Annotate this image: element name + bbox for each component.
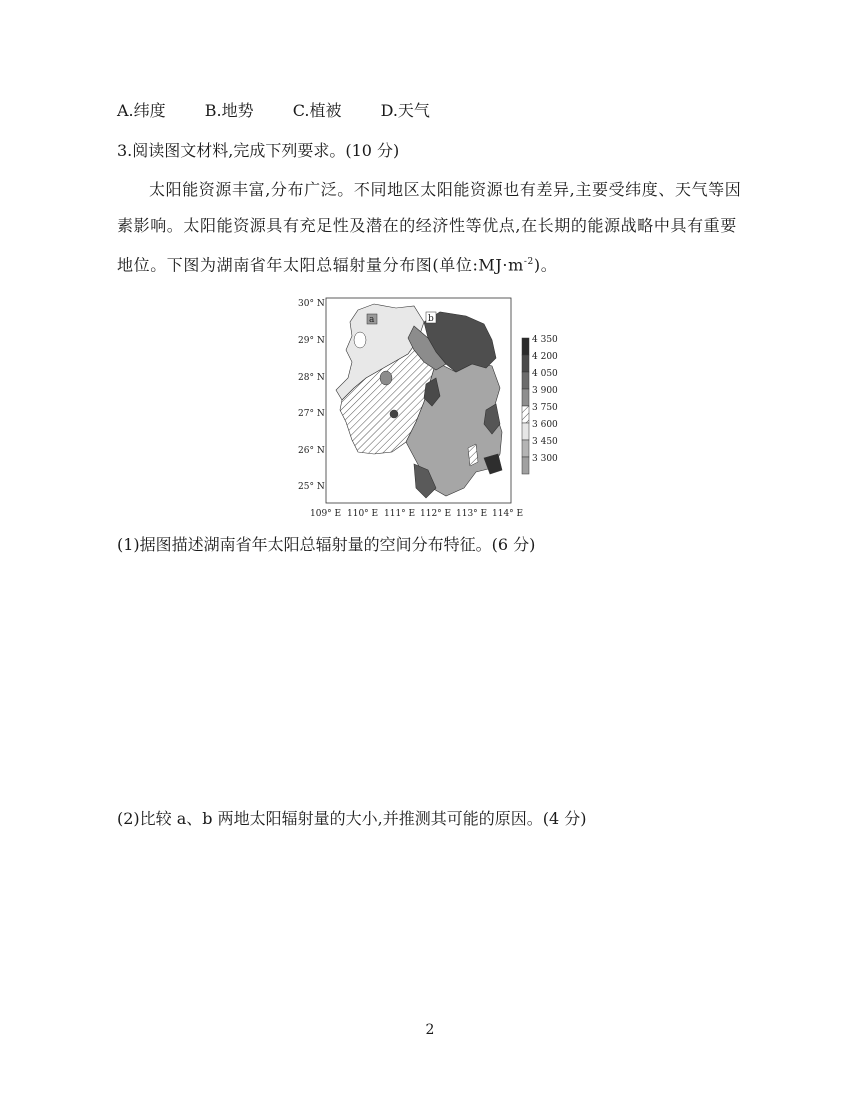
longitude-axis <box>310 509 523 519</box>
sub-question-1: (1)据图描述湖南省年太阳总辐射量的空间分布特征。(6 分) <box>117 535 536 554</box>
legend-swatch <box>522 389 529 406</box>
material-text: 太阳能资源丰富,分布广泛。不同地区太阳能资源也有差异,主要受纬度、天气等因素影响。太阳能资源具有充足性及潜在的经济性等优点,在长期的能源战略中具有重要地位。下图为湖南省年太阳总辐射量分布图(单位:MJ·m <box>117 180 742 275</box>
point-label-a: a <box>369 315 375 325</box>
map-svg <box>296 292 558 522</box>
lon-label: 110° E <box>347 509 379 519</box>
legend-swatch <box>522 423 529 440</box>
page-number: 2 <box>425 1022 435 1038</box>
option-a: A.纬度 <box>117 101 166 120</box>
legend-label: 3 450 <box>532 437 558 447</box>
legend-swatch <box>522 406 529 423</box>
question-3-material <box>117 172 747 283</box>
lon-label: 112° E <box>420 509 452 519</box>
legend-swatch <box>522 457 529 474</box>
lat-label: 30° N <box>298 299 325 309</box>
region-spot-dark <box>390 410 398 418</box>
option-c: C.植被 <box>292 101 342 120</box>
lat-label: 25° N <box>298 482 325 492</box>
legend-swatch <box>522 338 529 355</box>
legend-label: 4 200 <box>532 352 558 362</box>
region-hatch-small <box>468 444 478 466</box>
legend-swatch <box>522 440 529 457</box>
lon-label: 109° E <box>310 509 342 519</box>
lon-label: 111° E <box>384 509 416 519</box>
legend-label: 4 350 <box>532 335 558 345</box>
legend-label: 4 050 <box>532 369 558 379</box>
legend-label: 3 900 <box>532 386 558 396</box>
lat-label: 28° N <box>298 373 325 383</box>
option-b: B.地势 <box>204 101 254 120</box>
material-text-end: )。 <box>533 255 558 275</box>
legend-label: 3 750 <box>532 403 558 413</box>
region-spot-light <box>354 332 366 348</box>
lat-label: 29° N <box>298 336 325 346</box>
lon-label: 114° E <box>492 509 524 519</box>
sub-question-2: (2)比较 a、b 两地太阳辐射量的大小,并推测其可能的原因。(4 分) <box>117 809 587 828</box>
legend-label: 3 600 <box>532 420 558 430</box>
lat-label: 27° N <box>298 409 325 419</box>
region-spot-gray <box>380 371 392 385</box>
question-3-title: 3.阅读图文材料,完成下列要求。(10 分) <box>117 141 400 160</box>
lat-label: 26° N <box>298 446 325 456</box>
unit-superscript: -2 <box>523 257 534 267</box>
latitude-axis <box>298 299 325 492</box>
option-d: D.天气 <box>380 101 430 120</box>
legend-swatch <box>522 355 529 372</box>
point-label-b: b <box>428 314 434 324</box>
hunan-radiation-map <box>296 292 558 522</box>
legend-swatch <box>522 372 529 389</box>
answer-options <box>117 101 464 121</box>
lon-label: 113° E <box>456 509 488 519</box>
legend <box>522 335 558 474</box>
legend-label: 3 300 <box>532 454 558 464</box>
